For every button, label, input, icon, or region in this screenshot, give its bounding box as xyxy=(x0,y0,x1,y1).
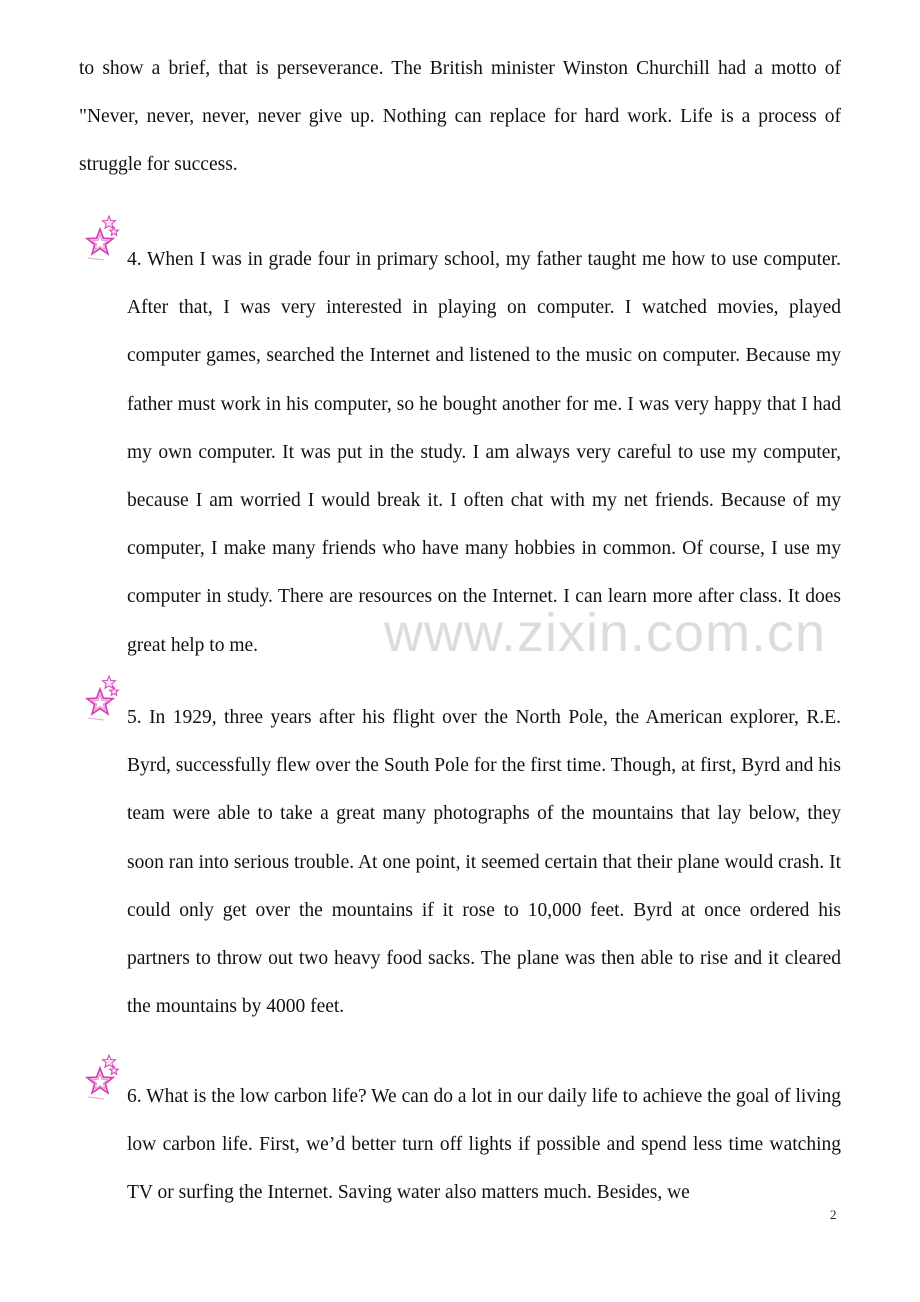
paragraph-5 xyxy=(79,694,841,1031)
paragraph-5-text: 5. In 1929, three years after his flight over the North Pole, the American explorer, R.E. Byrd, successfully flew over the South Pole for the first time. Though, at first, Byrd and his team were able to take a great many photographs of the mountains that lay below, they soon ran into serious trouble. At one point, it seemed certain that their plane would crash. It could only get over the mountains if it rose to 10,000 feet. Byrd at once ordered his partners to throw out two heavy food sacks. The plane was then able to rise and it cleared the mountains by 4000 feet. xyxy=(127,707,841,1018)
paragraph-6 xyxy=(79,1073,841,1218)
watermark: www.zixin.com.cn xyxy=(384,603,827,663)
paragraph-intro: to show a brief, that is perseverance. The British minister Winston Churchill had a motto of "Never, never, never, never give up. Nothing can replace for hard work. Life is a process of struggle for success. xyxy=(79,58,841,176)
paragraph-6-text: 6. What is the low carbon life? We can do a lot in our daily life to achieve the goal of living low carbon life. First, we’d better turn off lights if possible and spend less time watching TV or surfing the Internet. Saving water also matters much. Besides, we xyxy=(127,1086,841,1204)
page-number: 2 xyxy=(830,1207,837,1222)
paragraph-4-text: 4. When I was in grade four in primary school, my father taught me how to use computer. After that, I was very interested in playing on computer. I watched movies, played computer games, searched the Internet and listened to the music on computer. Because my father must work in his computer, so he bought another for me. I was very happy that I had my own computer. It was put in the study. I am always very careful to use my computer, because I am worried I would break it. I often chat with my net friends. Because of my computer, I make many friends who have many hobbies in common. Of course, I use my computer in study. There are resources on the Internet. I can learn more after class. It does great help to me. xyxy=(127,249,841,656)
